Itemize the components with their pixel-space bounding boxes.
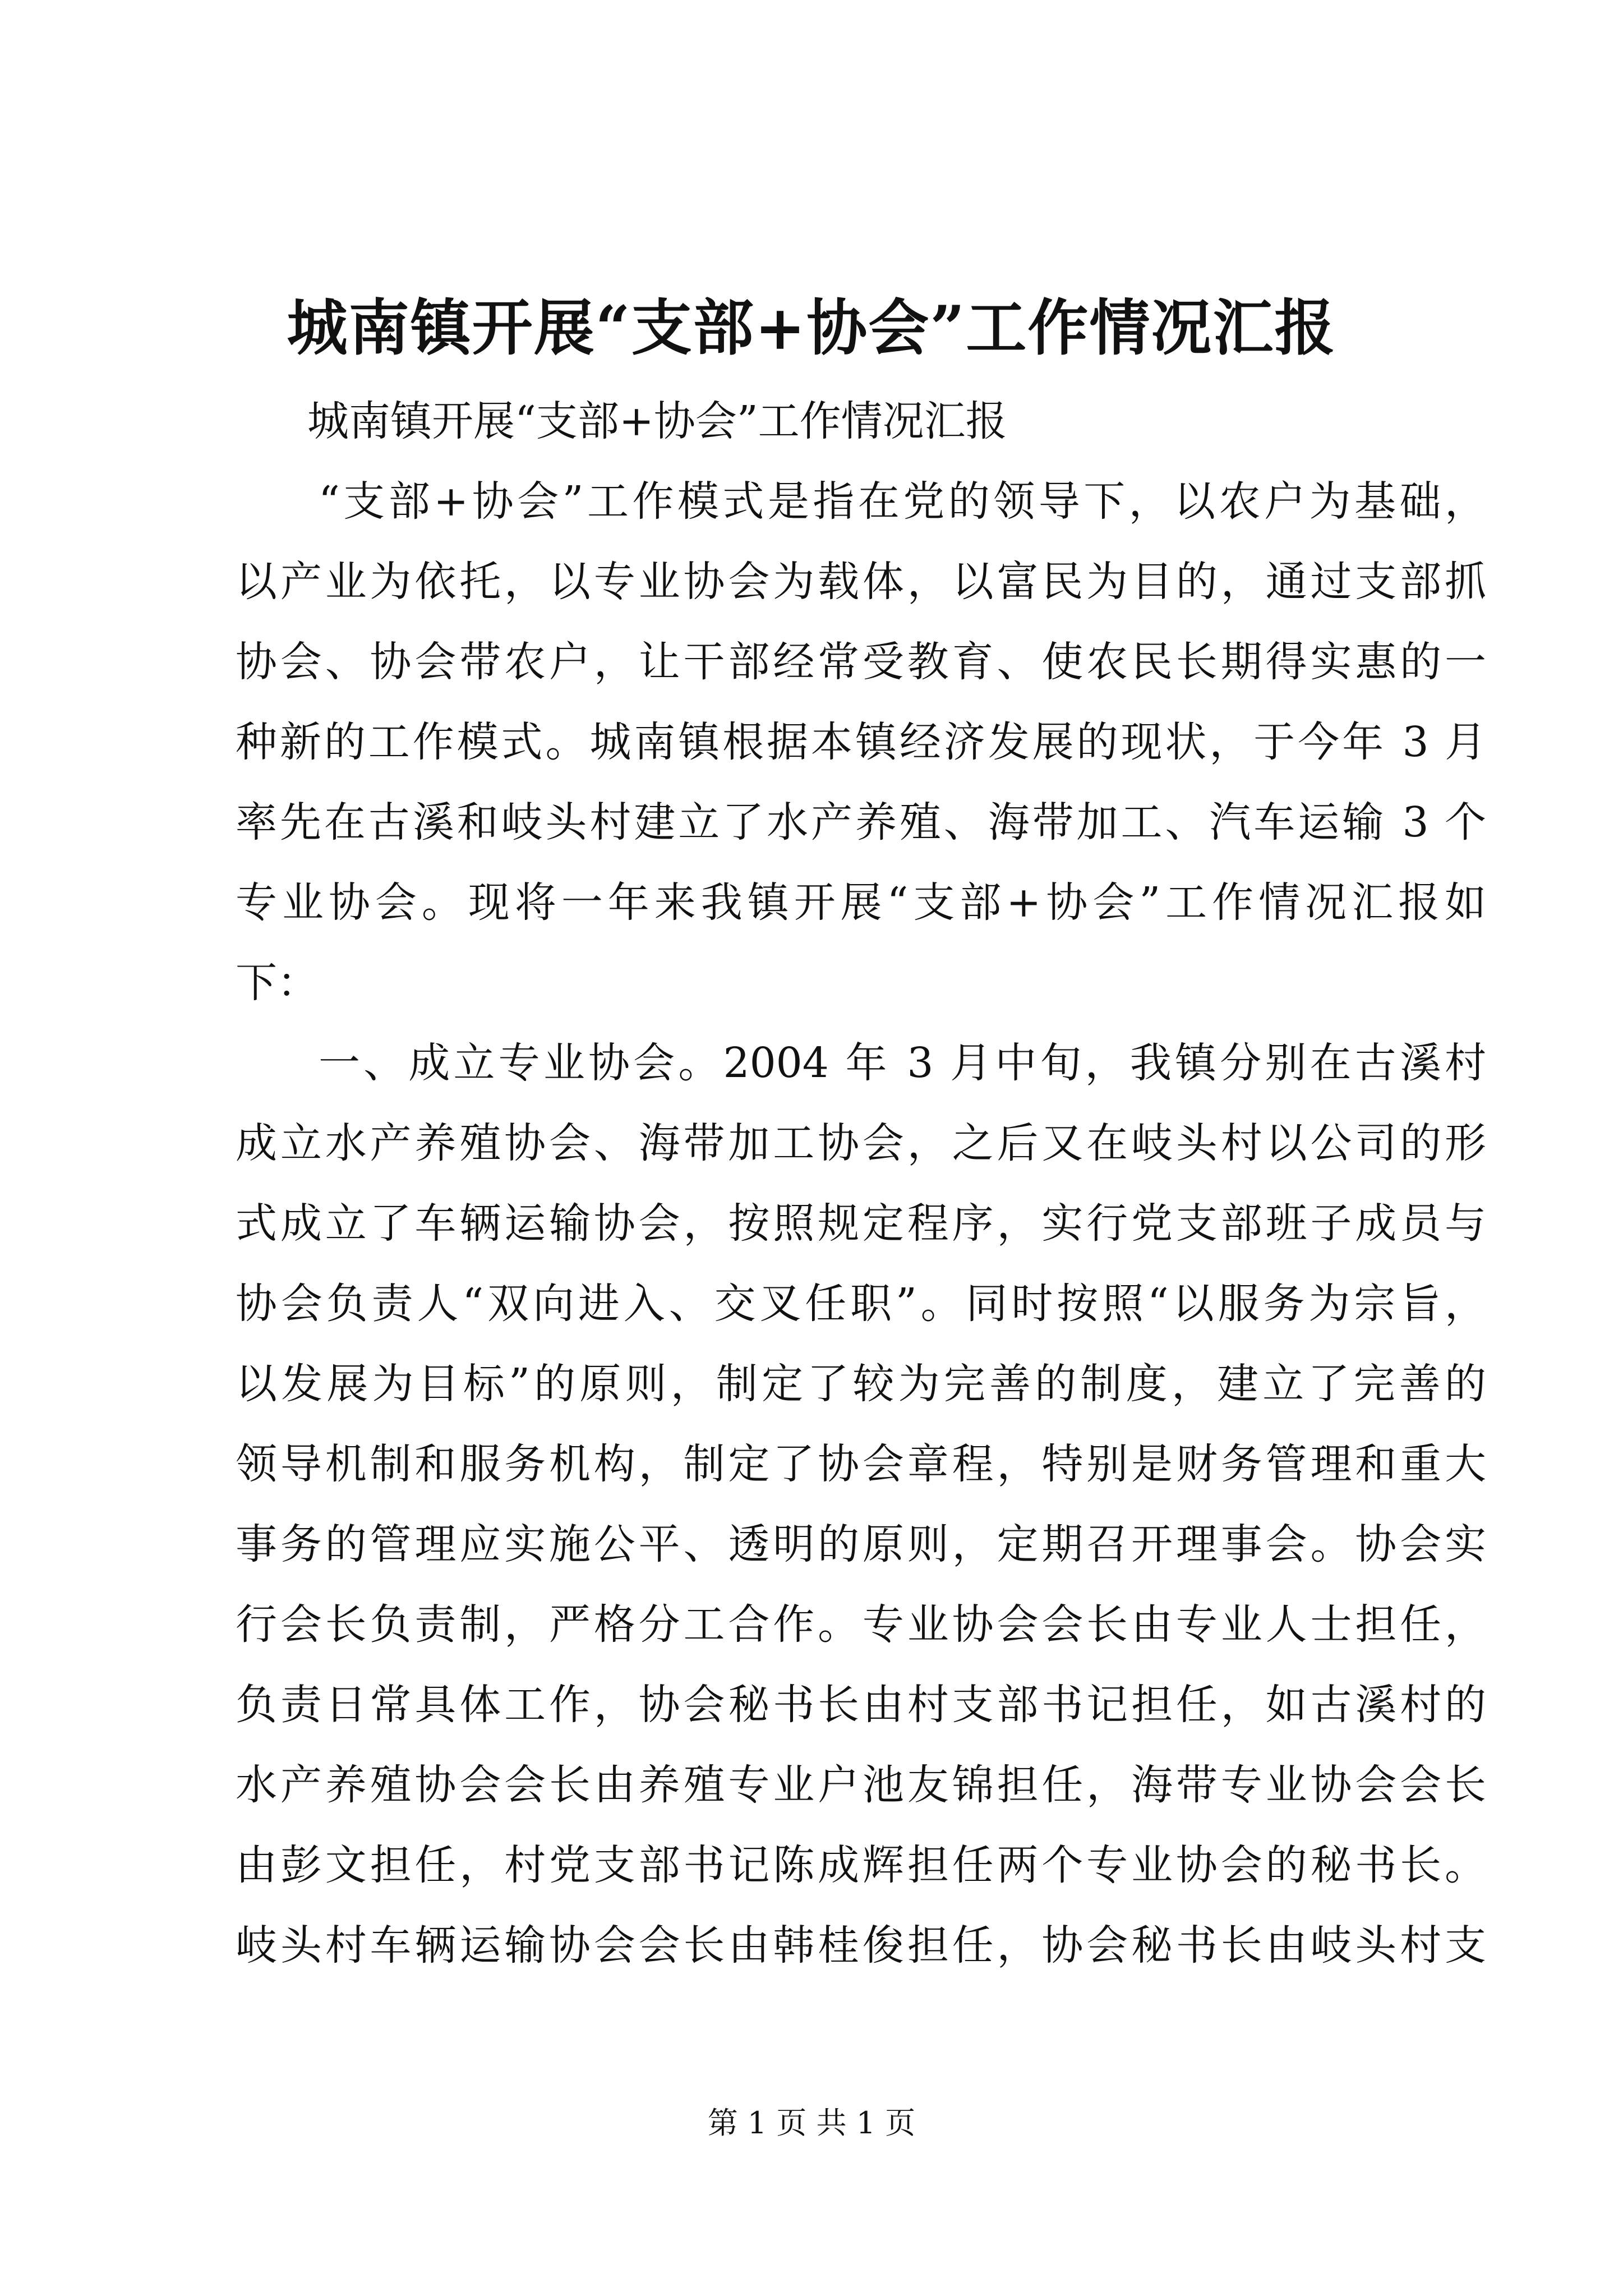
- text-line: 一、成立专业协会。2004 年 3 月中旬，我镇分别在古溪村: [319, 1039, 1486, 1087]
- document-body: [236, 381, 1486, 1986]
- text-line: 下：: [236, 959, 319, 1007]
- text-line: 专业协会。现将一年来我镇开展“支部+协会”工作情况汇报如: [236, 878, 1486, 927]
- page-footer: 第 1 页 共 1 页: [707, 2105, 916, 2141]
- text-line: 成立水产养殖协会、海带加工协会，之后又在岐头村以公司的形: [236, 1119, 1486, 1167]
- text-line: 种新的工作模式。城南镇根据本镇经济发展的现状，于今年 3 月: [236, 718, 1486, 766]
- text-line: 以发展为目标”的原则，制定了较为完善的制度，建立了完善的: [236, 1360, 1486, 1408]
- document-subtitle: 城南镇开展“支部+协会”工作情况汇报: [307, 397, 1007, 445]
- text-line: 岐头村车辆运输协会会长由韩桂俊担任，协会秘书长由岐头村支: [236, 1921, 1486, 1970]
- text-line: 行会长负责制，严格分工合作。专业协会会长由专业人士担任，: [236, 1600, 1486, 1649]
- text-line: 事务的管理应实施公平、透明的原则，定期召开理事会。协会实: [236, 1520, 1486, 1568]
- document-title: 城南镇开展“支部+协会”工作情况汇报: [287, 293, 1336, 364]
- text-line: 协会负责人“双向进入、交叉任职”。同时按照“以服务为宗旨，: [236, 1280, 1486, 1328]
- text-line: 水产养殖协会会长由养殖专业户池友锦担任，海带专业协会会长: [236, 1761, 1486, 1809]
- paragraph-section-one: [236, 1023, 1486, 1986]
- paragraph-intro: [236, 462, 1486, 1023]
- text-line: 协会、协会带农户，让干部经常受教育、使农民长期得实惠的一: [236, 638, 1486, 686]
- text-line: “支部+协会”工作模式是指在党的领导下，以农户为基础，: [319, 477, 1486, 526]
- text-line: 负责日常具体工作，协会秘书长由村支部书记担任，如古溪村的: [236, 1681, 1486, 1729]
- text-line: 率先在古溪和岐头村建立了水产养殖、海带加工、汽车运输 3 个: [236, 798, 1486, 846]
- text-line: 由彭文担任，村党支部书记陈成辉担任两个专业协会的秘书长。: [236, 1841, 1486, 1889]
- text-line: 以产业为依托，以专业协会为载体，以富民为目的，通过支部抓: [236, 558, 1486, 606]
- text-line: 领导机制和服务机构，制定了协会章程，特别是财务管理和重大: [236, 1440, 1486, 1488]
- text-line: 式成立了车辆运输协会，按照规定程序，实行党支部班子成员与: [236, 1199, 1486, 1248]
